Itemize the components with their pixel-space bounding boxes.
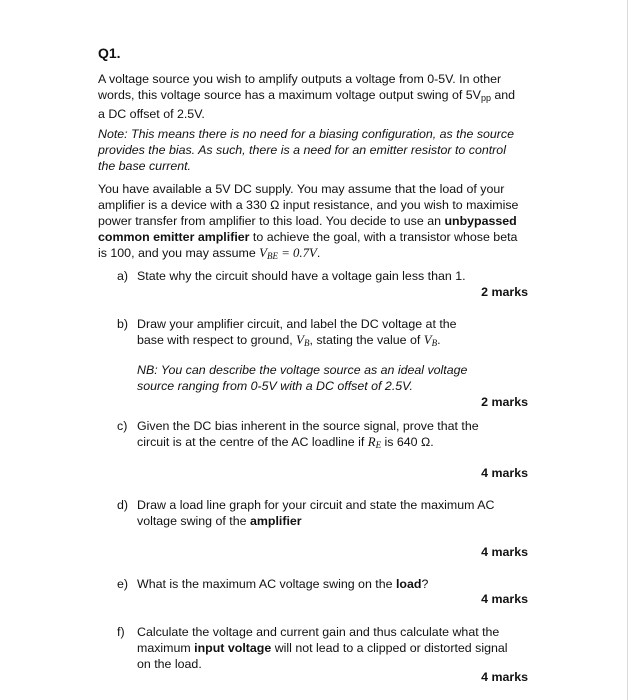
part-f-line-2-text: maximum <box>137 641 195 655</box>
nb-line-1: NB: You can describe the voltage source as an ideal voltage <box>137 363 468 377</box>
part-a <box>117 268 537 284</box>
unbypassed-bold: unbypassed <box>444 214 517 228</box>
supply-line-1: You have available a 5V DC supply. You may assume that the load of your <box>98 182 505 196</box>
part-b-line-2-end: . <box>437 333 441 347</box>
supply-line-3 <box>98 213 538 229</box>
part-c-marks: 4 marks <box>481 466 528 480</box>
supply-paragraph <box>98 181 538 264</box>
part-f-marks: 4 marks <box>481 670 528 684</box>
part-e-text-end: ? <box>421 577 429 591</box>
part-e-text-pre: What is the maximum AC voltage swing on the <box>137 577 396 591</box>
intro-line-3: a DC offset of 2.5V. <box>98 107 205 121</box>
vbe-value: = 0.7V <box>278 246 317 260</box>
part-e <box>117 576 537 592</box>
intro-line-2-end: and <box>490 88 516 102</box>
re-sub: E <box>375 440 382 450</box>
vb-sub-2: B <box>431 338 438 348</box>
intro-paragraph <box>98 71 538 122</box>
note-line-3: the base current. <box>98 159 191 173</box>
vb-math-2 <box>424 333 437 347</box>
part-b <box>117 316 537 351</box>
part-f-line-2-end: will not lead to a clipped or distorted signal <box>271 641 508 655</box>
part-f-label: f) <box>117 625 125 639</box>
amplifier-bold: amplifier <box>249 514 302 528</box>
part-b-marks: 2 marks <box>481 395 528 409</box>
common-emitter-bold: common emitter amplifier <box>98 230 250 244</box>
part-c <box>117 418 537 453</box>
part-b-line-1: Draw your amplifier circuit, and label the DC voltage at the <box>137 317 457 331</box>
supply-line-4 <box>98 229 538 245</box>
part-d <box>117 497 537 529</box>
part-d-label: d) <box>117 498 129 512</box>
vbe-sub: BE <box>267 251 278 261</box>
part-c-line-2-end: is 640 Ω. <box>381 435 434 449</box>
part-a-marks: 2 marks <box>481 285 528 299</box>
vbe-v: V <box>259 246 267 260</box>
supply-line-4-text: to achieve the goal, with a transistor whose beta <box>249 230 518 244</box>
intro-line-2-text: words, this voltage source has a maximum voltage output swing of 5V <box>98 88 481 102</box>
part-d-marks: 4 marks <box>481 545 528 559</box>
part-d-line-2 <box>137 513 537 529</box>
supply-line-5 <box>98 245 538 264</box>
part-b-label: b) <box>117 317 129 331</box>
part-a-label: a) <box>117 269 129 283</box>
part-e-label: e) <box>117 577 129 591</box>
part-e-text <box>137 576 537 592</box>
part-b-line-2-text: base with respect to ground, <box>137 333 297 347</box>
note-paragraph <box>98 126 538 174</box>
load-bold: load <box>395 577 422 591</box>
vb-math <box>296 333 309 347</box>
part-c-line-2-text: circuit is at the centre of the AC loadline if <box>137 435 368 449</box>
part-a-text: State why the circuit should have a voltage gain less than 1. <box>137 269 466 283</box>
part-f-line-3: on the load. <box>137 657 202 671</box>
vbe-math <box>259 246 317 260</box>
part-b-line-2 <box>137 332 537 351</box>
part-d-line-1: Draw a load line graph for your circuit and state the maximum AC <box>137 498 495 512</box>
re-math <box>368 435 381 449</box>
part-d-line-2-text: voltage swing of the <box>137 514 250 528</box>
part-b-nb <box>137 362 537 394</box>
nb-line-2: source ranging from 0-5V with a DC offset of 2.5V. <box>137 379 413 393</box>
supply-line-5-text: is 100, and you may assume <box>98 246 260 260</box>
re-r: R <box>367 435 376 449</box>
intro-line-2 <box>98 87 538 106</box>
part-f-line-2 <box>137 640 537 656</box>
part-c-line-2 <box>137 434 537 453</box>
part-f-line-1: Calculate the voltage and current gain and thus calculate what the <box>137 625 500 639</box>
question-title: Q1. <box>98 45 121 61</box>
part-c-line-1: Given the DC bias inherent in the source signal, prove that the <box>137 419 479 433</box>
part-b-line-2-mid: , stating the value of <box>309 333 424 347</box>
part-f <box>117 624 537 672</box>
vb-sub: B <box>303 338 310 348</box>
part-e-marks: 4 marks <box>481 592 528 606</box>
part-c-label: c) <box>117 419 128 433</box>
input-voltage-bold: input voltage <box>194 641 272 655</box>
intro-line-1: A voltage source you wish to amplify outputs a voltage from 0-5V. In other <box>98 72 502 86</box>
vb-v: V <box>296 333 304 347</box>
note-line-1: Note: This means there is no need for a biasing configuration, as the source <box>98 127 515 141</box>
supply-line-5-end: . <box>316 246 321 260</box>
pp-subscript: pp <box>480 93 491 103</box>
note-line-2: provides the bias. As such, there is a need for an emitter resistor to control <box>98 143 506 157</box>
vb-v-2: V <box>423 333 432 347</box>
supply-line-3-text: power transfer from amplifier to this load. You decide to use an <box>98 214 445 228</box>
supply-line-2: amplifier is a device with a 330 Ω input resistance, and you wish to maximise <box>98 198 519 212</box>
